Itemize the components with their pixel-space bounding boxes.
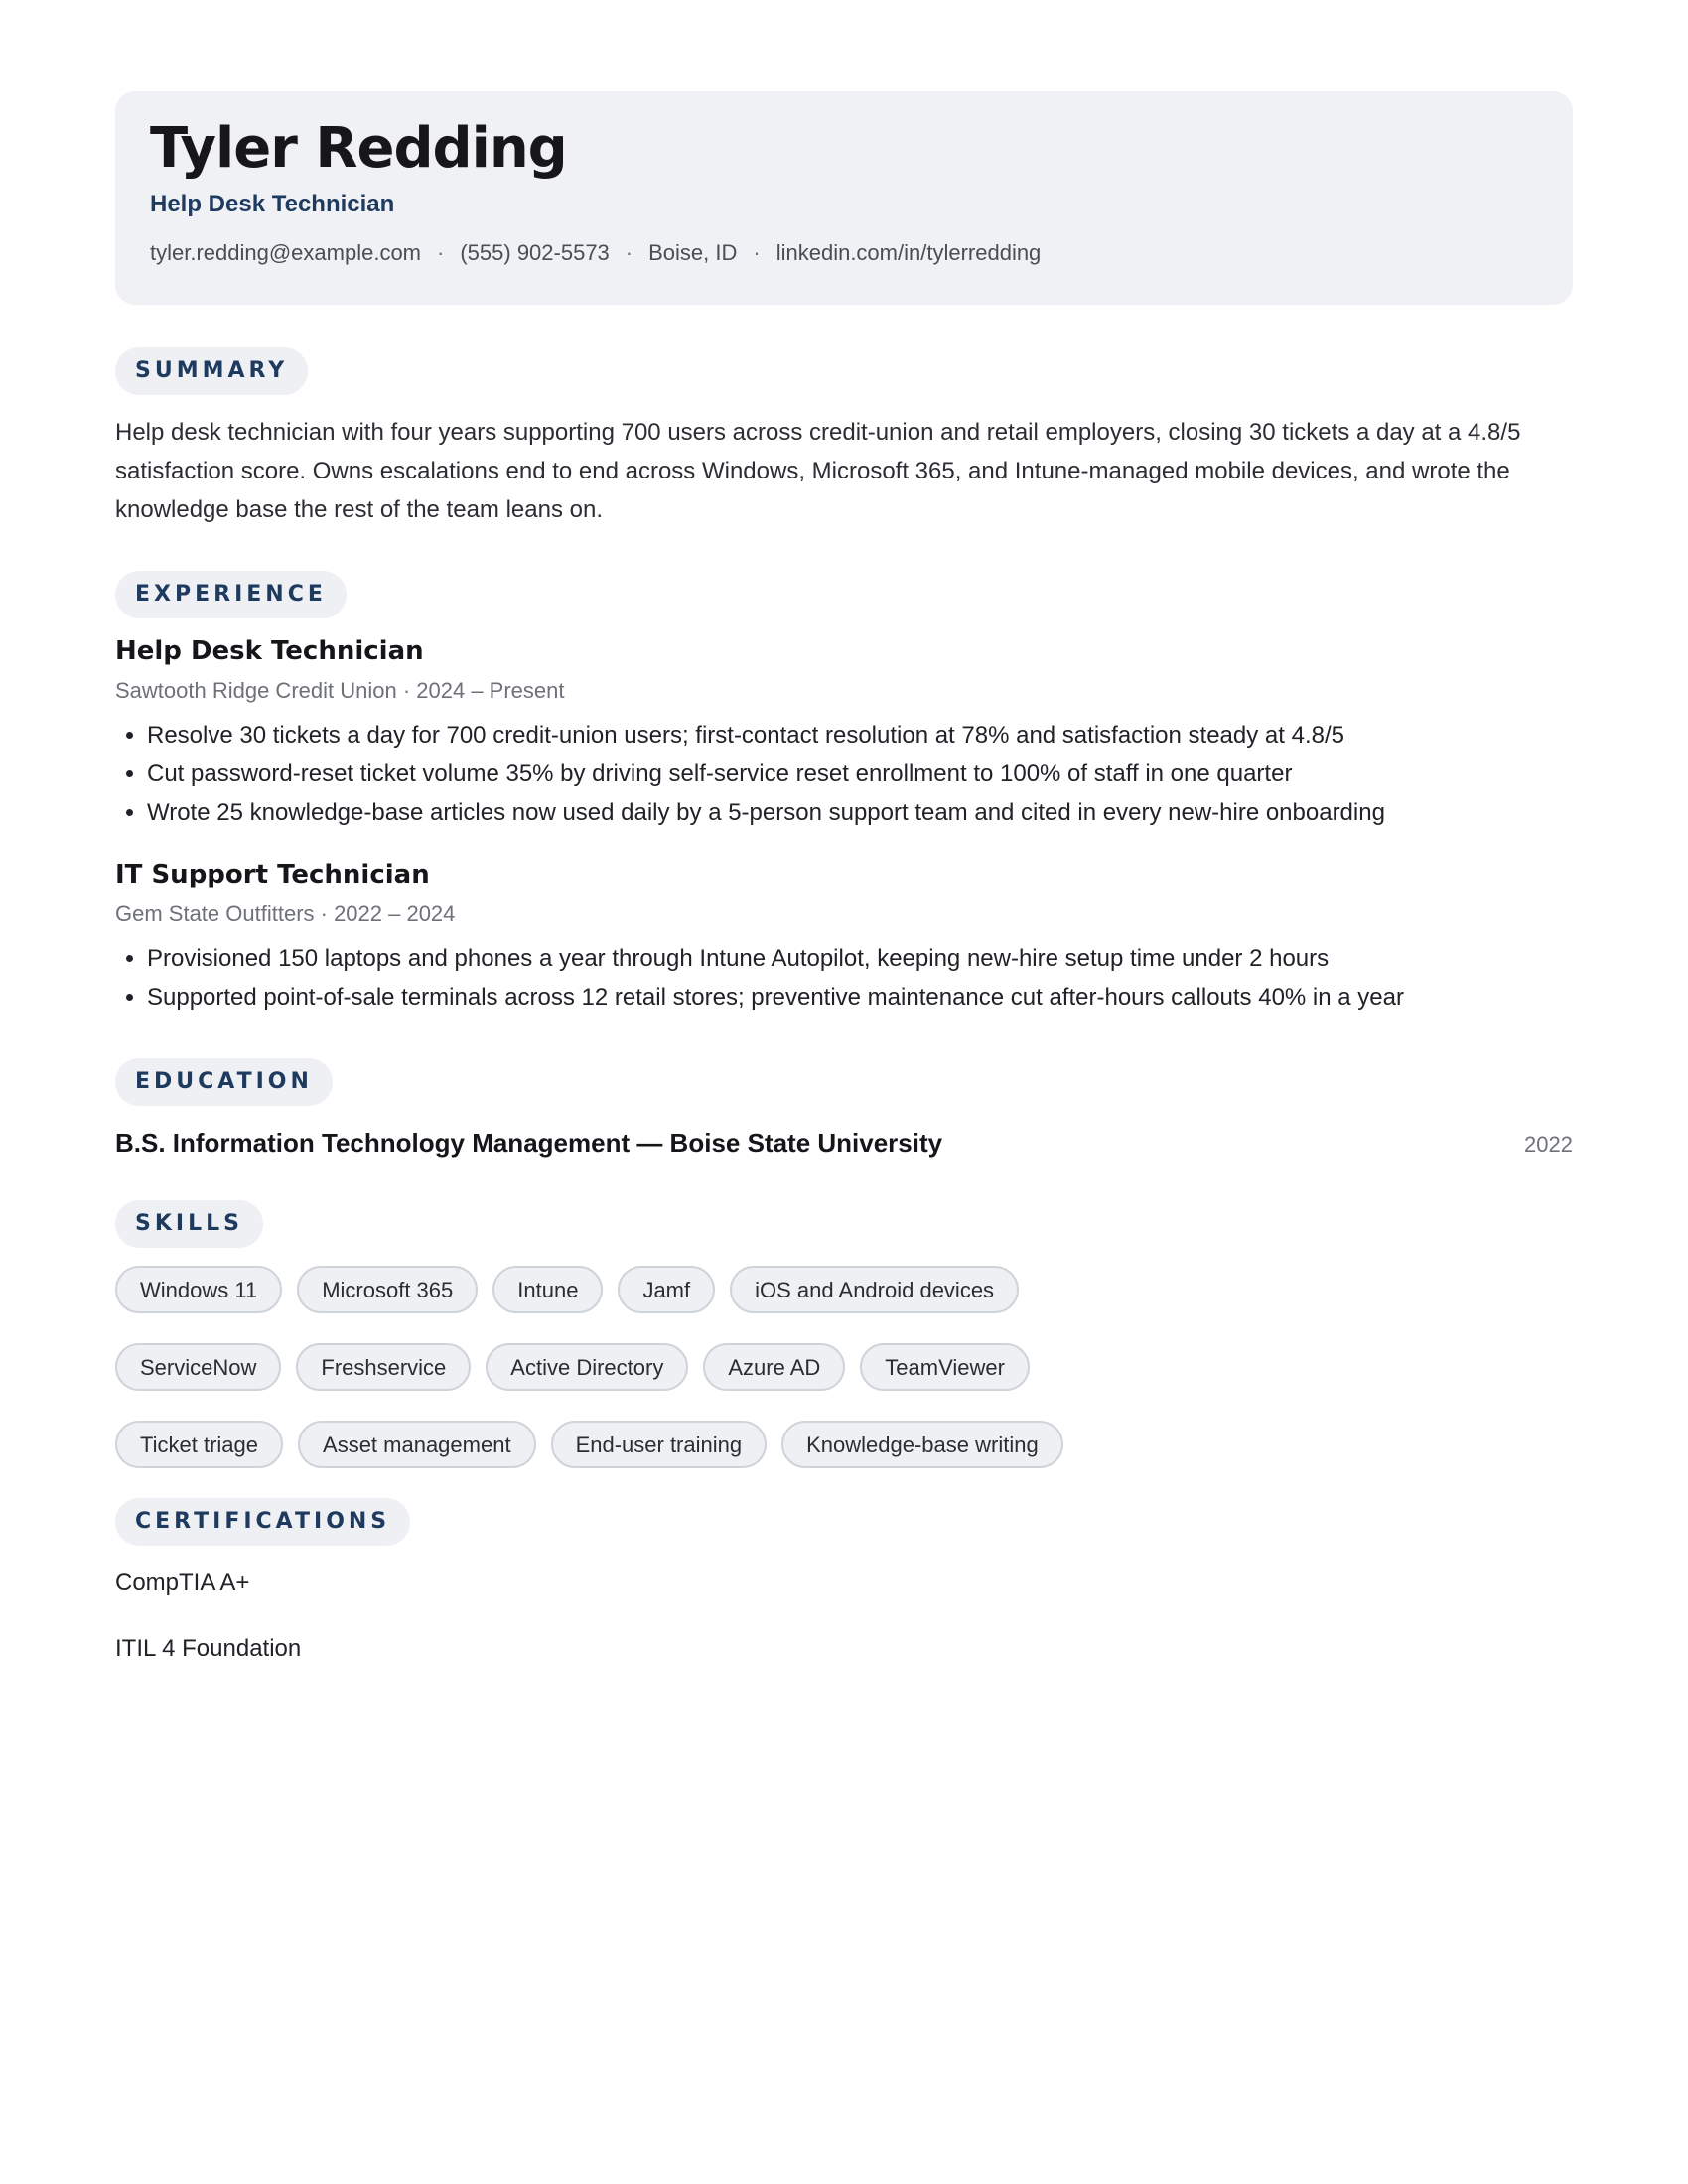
summary-section [115,347,1573,529]
education-heading: EDUCATION [115,1058,333,1106]
candidate-name: Tyler Redding [150,116,567,181]
contact-location: Boise, ID [648,240,738,265]
skills-heading: SKILLS [115,1200,263,1248]
job-title: IT Support Technician [115,860,430,889]
resume-header [115,91,1573,305]
skill-chip: TeamViewer [860,1343,1030,1391]
job-bullet: • Resolve 30 tickets a day for 700 credit-union users; first-contact resolution at 78% and satisfaction steady at 4.8/5 [147,716,1573,754]
skills-section [115,1200,1573,1468]
skill-chip: Jamf [618,1266,715,1313]
job-entry [115,636,1573,832]
experience-section [115,571,1573,1017]
job-meta: Sawtooth Ridge Credit Union · 2024 – Present [115,678,565,703]
job-bullet: • Supported point-of-sale terminals across 12 retail stores; preventive maintenance cut after-hours callouts 40% in a year [147,978,1573,1017]
job-bullets [115,716,1573,832]
education-degree: B.S. Information Technology Management — Boise State University [115,1128,943,1158]
certifications-section [115,1498,1573,1663]
certification-item: ITIL 4 Foundation [115,1635,302,1662]
skill-chip: iOS and Android devices [730,1266,1019,1313]
contact-separator: · [753,240,761,265]
skill-chip: Windows 11 [115,1266,282,1313]
education-entry [115,1128,1573,1159]
skill-row [115,1266,1573,1313]
skill-chip: End-user training [551,1421,768,1468]
skill-row [115,1343,1573,1391]
certifications-heading: CERTIFICATIONS [115,1498,410,1546]
skill-chip: Asset management [298,1421,536,1468]
contact-separator: · [437,240,445,265]
skill-chip: Ticket triage [115,1421,283,1468]
skill-chip: ServiceNow [115,1343,281,1391]
job-entry [115,860,1573,1017]
candidate-role: Help Desk Technician [150,191,395,217]
summary-heading: SUMMARY [115,347,308,395]
education-section [115,1058,1573,1159]
job-bullet: • Provisioned 150 laptops and phones a year through Intune Autopilot, keeping new-hire setup time under 2 hours [147,939,1573,978]
job-bullet: • Wrote 25 knowledge-base articles now used daily by a 5-person support team and cited in every new-hire onboarding [147,793,1573,832]
skill-row [115,1421,1573,1468]
contact-email[interactable]: tyler.redding@example.com [150,240,422,265]
summary-text: Help desk technician with four years supporting 700 users across credit-union and retail employers, closing 30 tickets a day at a 4.8/5 satisfaction score. Owns escalations end to end across Windows, Microsoft 365, and Intune-managed mobile devices, and wrote the knowledge base the rest of the team leans on. [115,419,1521,523]
skill-chip: Knowledge-base writing [781,1421,1063,1468]
job-title: Help Desk Technician [115,636,424,666]
skill-chip: Intune [492,1266,603,1313]
contact-linkedin[interactable]: linkedin.com/in/tylerredding [775,240,1042,265]
skill-chip: Freshservice [296,1343,471,1391]
education-year: 2022 [1524,1132,1573,1157]
skill-chip: Azure AD [703,1343,845,1391]
contact-phone: (555) 902-5573 [460,240,610,265]
experience-heading: EXPERIENCE [115,571,347,618]
contact-separator: · [625,240,633,265]
skill-chip: Microsoft 365 [297,1266,478,1313]
resume-page [115,91,1573,1663]
certification-item: CompTIA A+ [115,1570,250,1596]
contact-line [150,240,1538,266]
job-meta: Gem State Outfitters · 2022 – 2024 [115,901,456,926]
job-bullet: • Cut password-reset ticket volume 35% by driving self-service reset enrollment to 100% of staff in one quarter [147,754,1573,793]
skills-list [115,1266,1573,1468]
skill-chip: Active Directory [486,1343,688,1391]
job-bullets [115,939,1573,1017]
